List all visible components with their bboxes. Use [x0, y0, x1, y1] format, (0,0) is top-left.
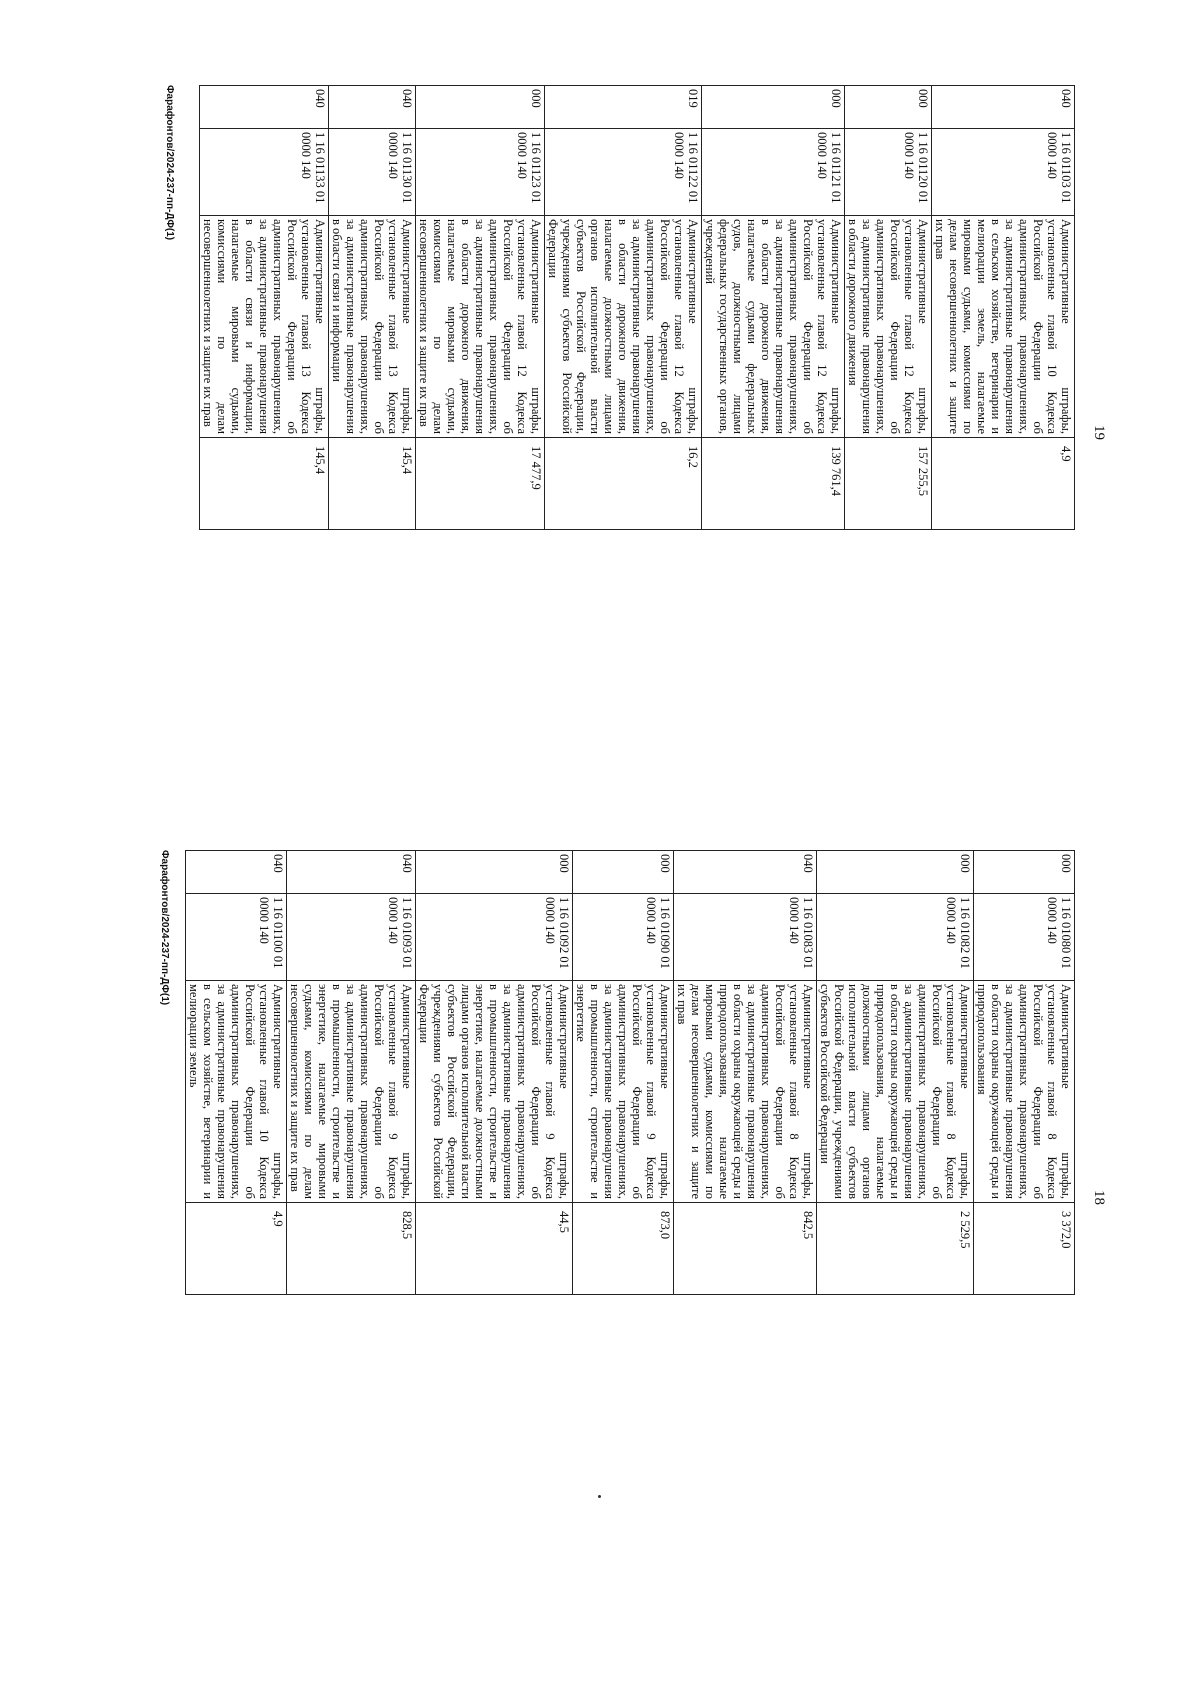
- fines-table: [185, 850, 1075, 1295]
- scan-speck: [598, 1495, 601, 1498]
- amount-cell: 145,4: [329, 438, 416, 530]
- table-row: [329, 86, 416, 530]
- admin-code-cell: 040: [674, 851, 817, 894]
- amount-cell: 3 372,0: [974, 1203, 1075, 1295]
- admin-code-cell: 000: [416, 851, 573, 894]
- admin-code-cell: 000: [845, 86, 932, 129]
- kbk-code-cell: 1 16 01120 01 0000 140: [845, 129, 932, 216]
- kbk-code-cell: 1 16 01100 01 0000 140: [186, 894, 287, 981]
- amount-cell: 17 477,9: [416, 438, 545, 530]
- admin-code-cell: 040: [932, 86, 1075, 129]
- admin-code-cell: 019: [545, 86, 702, 129]
- kbk-code-cell: 1 16 01083 01 0000 140: [674, 894, 817, 981]
- admin-code-cell: 040: [329, 86, 416, 129]
- amount-cell: 145,4: [200, 438, 329, 530]
- table-row: [186, 851, 287, 1295]
- description-cell: Административные штрафы, установленные главой 13 Кодекса Российской Федерации об административных правонарушениях, за административные правонарушения в области связи и информации: [329, 216, 416, 438]
- amount-cell: 4,9: [932, 438, 1075, 530]
- kbk-code-cell: 1 16 01092 01 0000 140: [416, 894, 573, 981]
- description-cell: Административные штрафы, установленные главой 10 Кодекса Российской Федерации об административных правонарушениях, за административные правонарушения в сельском хозяйстве, ветеринарии и мелиорации земель, налагаемые мировыми судьями, комиссиями по делам несовершеннолетних и защите их прав: [932, 216, 1075, 438]
- kbk-code-cell: 1 16 01093 01 0000 140: [287, 894, 416, 981]
- table-row: [702, 86, 845, 530]
- admin-code-cell: 000: [817, 851, 974, 894]
- kbk-code-cell: 1 16 01123 01 0000 140: [416, 129, 545, 216]
- amount-cell: 139 761,4: [702, 438, 845, 530]
- table-row: [287, 851, 416, 1295]
- admin-code-cell: 000: [573, 851, 674, 894]
- kbk-code-cell: 1 16 01082 01 0000 140: [817, 894, 974, 981]
- amount-cell: 2 529,5: [817, 1203, 974, 1295]
- table-row: [416, 86, 545, 530]
- description-cell: Административные штрафы, установленные главой 9 Кодекса Российской Федерации об административных правонарушениях, за административные правонарушения в промышленности, строительстве и энергетике, налагаемые мировыми судьями, комиссиями по делам несовершеннолетних и защите их прав: [287, 981, 416, 1203]
- table-row: [545, 86, 702, 530]
- table-row: [845, 86, 932, 530]
- page-number: 19: [1091, 425, 1107, 440]
- admin-code-cell: 040: [287, 851, 416, 894]
- admin-code-cell: 040: [186, 851, 287, 894]
- admin-code-cell: 000: [974, 851, 1075, 894]
- description-cell: Административные штрафы, установленные главой 8 Кодекса Российской Федерации об административных правонарушениях, за административные правонарушения в области охраны окружающей среды и природопользования, налагаемые мировыми судьями, комиссиями по делам несовершеннолетних и защите их прав: [674, 981, 817, 1203]
- description-cell: Административные штрафы, установленные главой 8 Кодекса Российской Федерации об административных правонарушениях, за административные правонарушения в области охраны окружающей среды и природопользования: [974, 981, 1075, 1203]
- description-cell: Административные штрафы, установленные главой 9 Кодекса Российской Федерации об административных правонарушениях, за административные правонарушения в промышленности, строительстве и энергетике, налагаемые должностными лицами органов исполнительной власти субъектов Российской Федерации, учреждениями субъектов Российской Федерации: [416, 981, 573, 1203]
- description-cell: Административные штрафы, установленные главой 12 Кодекса Российской Федерации об административных правонарушениях, за административные правонарушения в области дорожного движения: [845, 216, 932, 438]
- kbk-code-cell: 1 16 01103 01 0000 140: [932, 129, 1075, 216]
- description-cell: Административные штрафы, установленные главой 13 Кодекса Российской Федерации об административных правонарушениях, за административные правонарушения в области связи и информации, налагаемые мировыми судьями, комиссиями по делам несовершеннолетних и защите их прав: [200, 216, 329, 438]
- amount-cell: 4,9: [186, 1203, 287, 1295]
- admin-code-cell: 000: [702, 86, 845, 129]
- amount-cell: 828,5: [287, 1203, 416, 1295]
- table-row: [817, 851, 974, 1295]
- kbk-code-cell: 1 16 01133 01 0000 140: [200, 129, 329, 216]
- page-footer: Фарафонтов/2024-237-пп-ДФ(1): [164, 85, 175, 241]
- description-cell: Административные штрафы, установленные главой 12 Кодекса Российской Федерации об административных правонарушениях, за административные правонарушения в области дорожного движения, налагаемые мировыми судьями, комиссиями по делам несовершеннолетних и защите их прав: [416, 216, 545, 438]
- description-cell: Административные штрафы, установленные главой 12 Кодекса Российской Федерации об административных правонарушениях, за административные правонарушения в области дорожного движения, налагаемые судьями федеральных судов, должностными лицами федеральных государственных органов, учреждений: [702, 216, 845, 438]
- amount-cell: 873,0: [573, 1203, 674, 1295]
- description-cell: Административные штрафы, установленные главой 9 Кодекса Российской Федерации об административных правонарушениях, за административные правонарушения в промышленности, строительстве и энергетике: [573, 981, 674, 1203]
- description-cell: Административные штрафы, установленные главой 8 Кодекса Российской Федерации об административных правонарушениях, за административные правонарушения в области охраны окружающей среды и природопользования, налагаемые должностными лицами органов исполнительной власти субъектов Российской Федерации, учреждениями субъектов Российской Федерации: [817, 981, 974, 1203]
- table-row: [416, 851, 573, 1295]
- amount-cell: 16,2: [545, 438, 702, 530]
- kbk-code-cell: 1 16 01080 01 0000 140: [974, 894, 1075, 981]
- kbk-code-cell: 1 16 01122 01 0000 140: [545, 129, 702, 216]
- document-page-18: [105, 850, 1105, 1650]
- amount-cell: 842,5: [674, 1203, 817, 1295]
- description-cell: Административные штрафы, установленные главой 10 Кодекса Российской Федерации об административных правонарушениях, за административные правонарушения в сельском хозяйстве, ветеринарии и мелиорации земель: [186, 981, 287, 1203]
- amount-cell: 157 255,5: [845, 438, 932, 530]
- page-footer: Фарафонтов/2024-237-пп-ДФ(1): [159, 850, 170, 1006]
- table-row: [573, 851, 674, 1295]
- table-row: [674, 851, 817, 1295]
- table-row: [974, 851, 1075, 1295]
- kbk-code-cell: 1 16 01130 01 0000 140: [329, 129, 416, 216]
- description-cell: Административные штрафы, установленные главой 12 Кодекса Российской Федерации об административных правонарушениях, за административные правонарушения в области дорожного движения, налагаемые должностными лицами органов исполнительной власти субъектов Российской Федерации, учреждениями субъектов Российской Федерации: [545, 216, 702, 438]
- admin-code-cell: 040: [200, 86, 329, 129]
- table-row: [932, 86, 1075, 530]
- admin-code-cell: 000: [416, 86, 545, 129]
- kbk-code-cell: 1 16 01090 01 0000 140: [573, 894, 674, 981]
- kbk-code-cell: 1 16 01121 01 0000 140: [702, 129, 845, 216]
- table-row: [200, 86, 329, 530]
- fines-table: [199, 85, 1075, 530]
- amount-cell: 44,5: [416, 1203, 573, 1295]
- document-page-19: [145, 85, 1105, 785]
- page-number: 18: [1091, 1190, 1107, 1205]
